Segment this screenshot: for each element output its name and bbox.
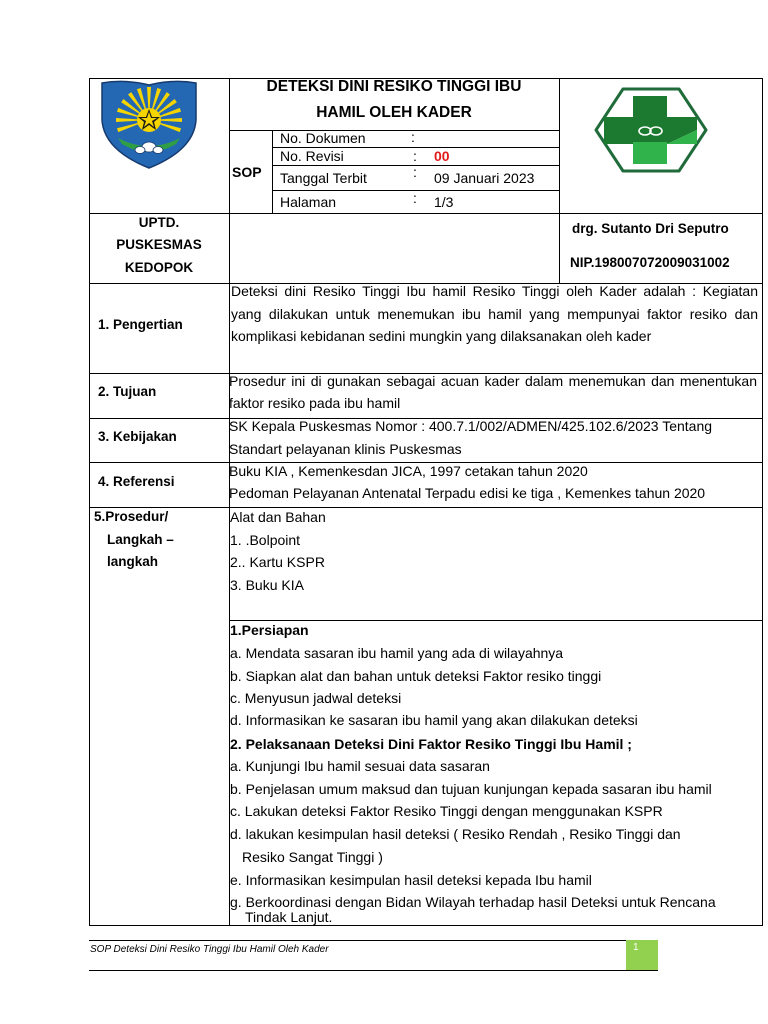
footer-page-box: [626, 940, 658, 970]
pengertian-label: 1. Pengertian: [98, 317, 183, 332]
signatory-nip: NIP.198007072009031002: [570, 255, 730, 270]
tool-item: 1. .Bolpoint: [230, 532, 301, 548]
execution-item: g. Berkoordinasi dengan Bidan Wilayah terhadap hasil Deteksi untuk Rencana: [230, 894, 716, 910]
preparation-item: d. Informasikan ke sasaran ibu hamil yang akan dilakukan deteksi: [230, 712, 638, 728]
page-label: Halaman: [280, 194, 337, 210]
puskesmas-logo-icon: [593, 86, 709, 174]
execution-item-continuation: Resiko Sangat Tinggi ): [242, 849, 383, 865]
footer-title: SOP Deteksi Dini Resiko Tinggi Ibu Hamil Oleh Kader: [90, 944, 329, 955]
referensi-line: Buku KIA , Kemenkesdan JICA, 1997 cetakan tahun 2020: [229, 463, 588, 479]
signatory-name: drg. Sutanto Dri Seputro: [572, 221, 729, 236]
preparation-item: b. Siapkan alat dan bahan untuk deteksi Faktor resiko tinggi: [230, 668, 602, 684]
unit-line1: UPTD.: [138, 215, 180, 230]
execution-title: 2. Pelaksanaan Deteksi Dini Faktor Resiko Tinggi Ibu Hamil ;: [230, 736, 632, 752]
execution-item: d. lakukan kesimpulan hasil deteksi ( Resiko Rendah , Resiko Tinggi dan: [230, 826, 681, 842]
pengertian-text: Deteksi dini Resiko Tinggi Ibu hamil Resiko Tinggi oleh Kader adalah : Kegiatan yang dilakukan untuk menemukan ibu hamil yang mempunyai faktor resiko dan komplikasi kebidanan sedini mungkin yang dilaksanakan oleh kader: [231, 283, 758, 344]
execution-item: c. Lakukan deteksi Faktor Resiko Tinggi dengan menggunakan KSPR: [230, 803, 663, 819]
unit-line2: PUSKESMAS: [116, 237, 202, 252]
tujuan-text: Prosedur ini di gunakan sebagai acuan kader dalam menemukan dan menentukan faktor resiko pada ibu hamil: [229, 373, 757, 412]
execution-item-continuation: Tindak Lanjut.: [245, 909, 333, 925]
doc-number-label: No. Dokumen: [280, 130, 366, 146]
preparation-title: 1.Persiapan: [230, 622, 309, 638]
revision-value: 00: [434, 148, 450, 164]
preparation-item: a. Mendata sasaran ibu hamil yang ada di wilayahnya: [230, 645, 564, 661]
doc-number-sep: :: [411, 129, 415, 145]
prosedur-label-line3: langkah: [107, 554, 159, 569]
kebijakan-text: SK Kepala Puskesmas Nomor : 400.7.1/002/ADMEN/425.102.6/2023 Tentang Standart pelayanan klinis Puskesmas: [229, 418, 713, 457]
tools-title: Alat dan Bahan: [230, 509, 326, 525]
issue-date-value: 09 Januari 2023: [434, 170, 535, 186]
kebijakan-label: 3. Kebijakan: [98, 429, 177, 444]
blank-cell: [229, 213, 560, 284]
issue-date-label: Tanggal Terbit: [280, 170, 367, 186]
revision-sep: :: [413, 148, 417, 164]
page-sep: :: [413, 190, 417, 206]
execution-item: b. Penjelasan umum maksud dan tujuan kunjungan kepada sasaran ibu hamil: [230, 781, 712, 797]
regional-emblem-icon: [100, 80, 198, 170]
preparation-item: c. Menyusun jadwal deteksi: [230, 690, 402, 706]
unit-line3: KEDOPOK: [124, 260, 194, 275]
page-value: 1/3: [434, 194, 454, 210]
tool-item: 2.. Kartu KSPR: [230, 554, 325, 570]
tool-item: 3. Buku KIA: [230, 577, 304, 593]
footer-page-number: 1: [633, 942, 639, 953]
prosedur-label-line2: Langkah –: [107, 532, 174, 547]
execution-item: e. Informasikan kesimpulan hasil deteksi kepada Ibu hamil: [230, 872, 592, 888]
issue-date-sep: :: [413, 164, 417, 180]
prosedur-divider: [229, 620, 763, 621]
prosedur-label-line1: 5.Prosedur/: [94, 509, 169, 524]
execution-item: a. Kunjungi Ibu hamil sesuai data sasaran: [230, 758, 490, 774]
footer-top-rule: [89, 940, 658, 941]
sop-label: SOP: [232, 164, 262, 180]
footer-bottom-rule: [89, 970, 658, 971]
document-title-line2: HAMIL OLEH KADER: [316, 104, 472, 121]
revision-label: No. Revisi: [280, 148, 344, 164]
referensi-line: Pedoman Pelayanan Antenatal Terpadu edisi ke tiga , Kemenkes tahun 2020: [229, 485, 706, 501]
tujuan-label: 2. Tujuan: [98, 384, 157, 399]
document-title-line1: DETEKSI DINI RESIKO TINGGI IBU: [266, 78, 522, 95]
referensi-label: 4. Referensi: [98, 474, 175, 489]
